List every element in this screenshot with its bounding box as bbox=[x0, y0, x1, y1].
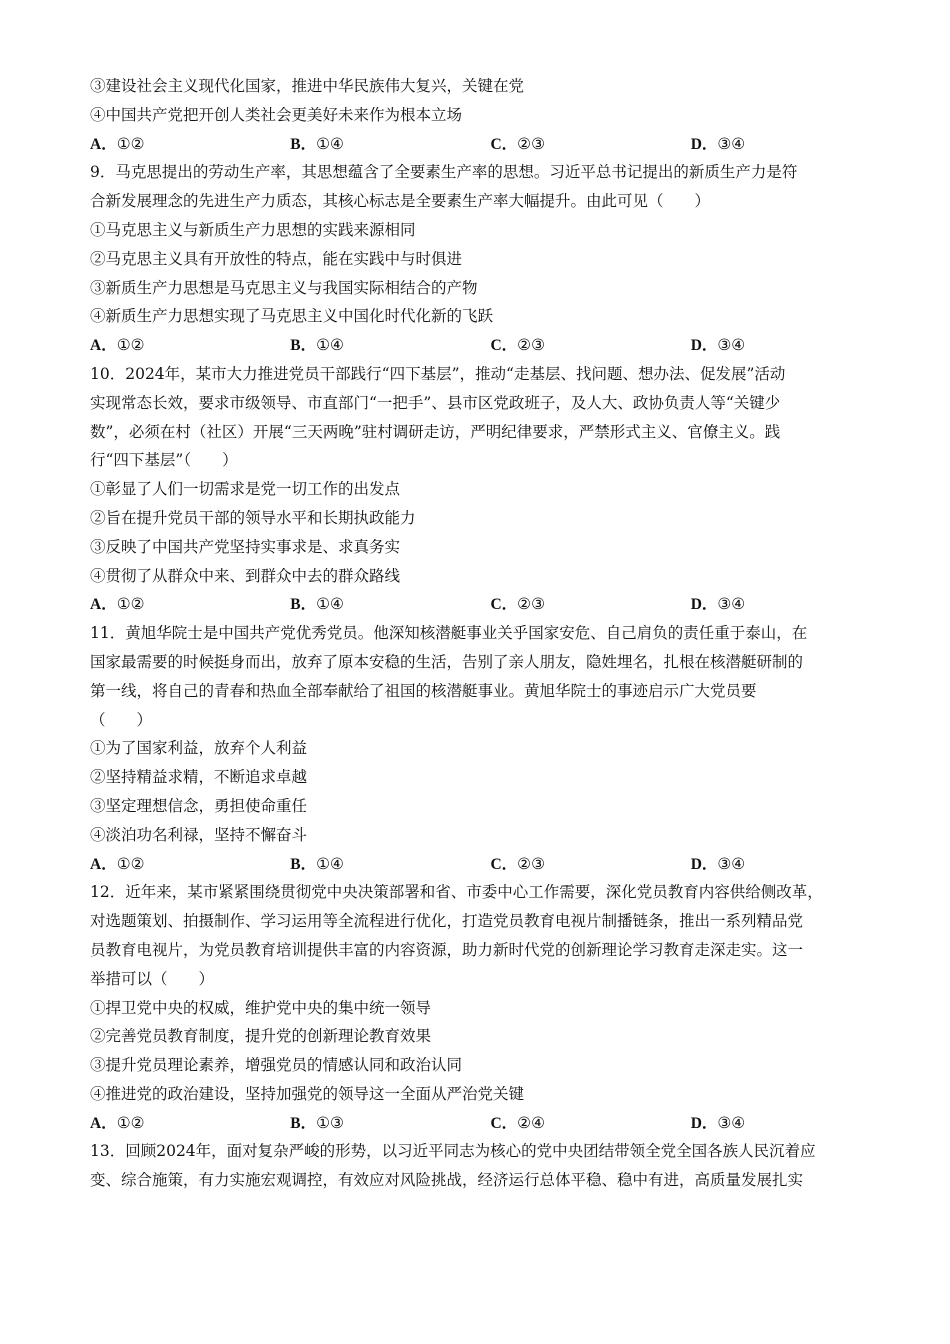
question-8-tail bbox=[90, 72, 870, 158]
q11-item-2: ②坚持精益求精，不断追求卓越 bbox=[90, 768, 308, 787]
q9-options bbox=[90, 331, 870, 360]
q9-stem-line-1: 9．马克思提出的劳动生产率，其思想蕴含了全要素生产率的思想。习近平总书记提出的新质生产力是符 bbox=[90, 163, 798, 182]
q10-item-3: ③反映了中国共产党坚持实事求是、求真务实 bbox=[90, 537, 401, 556]
q10-item-2: ②旨在提升党员干部的领导水平和长期执政能力 bbox=[90, 508, 416, 527]
q12-options bbox=[90, 1109, 870, 1138]
q11-option-d[interactable]: D．③④ bbox=[690, 854, 746, 873]
q8-option-c[interactable]: C．②③ bbox=[490, 134, 545, 153]
q10-option-c[interactable]: C．②③ bbox=[490, 595, 545, 614]
q8-option-d[interactable]: D．③④ bbox=[690, 134, 746, 153]
q11-option-b[interactable]: B．①④ bbox=[290, 854, 344, 873]
q9-item-3: ③新质生产力思想是马克思主义与我国实际相结合的产物 bbox=[90, 278, 478, 297]
q10-item-4: ④贯彻了从群众中来、到群众中去的群众路线 bbox=[90, 566, 401, 585]
q12-stem-line-3: 员教育电视片，为党员教育培训提供丰富的内容资源，助力新时代党的创新理论学习教育走深走实。这一 bbox=[90, 940, 804, 959]
q10-item-1: ①彰显了人们一切需求是党一切工作的出发点 bbox=[90, 480, 401, 499]
q10-option-a[interactable]: A．①② bbox=[90, 595, 145, 614]
q9-option-d[interactable]: D．③④ bbox=[690, 336, 746, 355]
q11-stem-line-1: 11．黄旭华院士是中国共产党优秀党员。他深知核潜艇事业关乎国家安危、自己肩负的责任重于泰山，在 bbox=[90, 624, 808, 643]
q10-options bbox=[90, 590, 870, 619]
q10-stem-line-1: 10．2024年，某市大力推进党员干部践行“四下基层”，推动“走基层、找问题、想办法、促发展”活动 bbox=[90, 364, 786, 383]
q12-option-a[interactable]: A．①② bbox=[90, 1113, 145, 1132]
q12-stem-line-2: 对选题策划、拍摄制作、学习运用等全流程进行优化，打造党员教育电视片制播链条，推出一系列精品党 bbox=[90, 912, 804, 931]
q11-options bbox=[90, 850, 870, 879]
question-12 bbox=[90, 878, 870, 1137]
q9-option-c[interactable]: C．②③ bbox=[490, 336, 545, 355]
q11-item-3: ③坚定理想信念，勇担使命重任 bbox=[90, 796, 308, 815]
q11-item-1: ①为了国家利益，放弃个人利益 bbox=[90, 739, 308, 758]
question-11 bbox=[90, 619, 870, 878]
q12-item-1: ①捍卫党中央的权威，维护党中央的集中统一领导 bbox=[90, 998, 432, 1017]
q10-option-d[interactable]: D．③④ bbox=[690, 595, 746, 614]
q13-stem-line-2: 变、综合施策，有力实施宏观调控，有效应对风险挑战，经济运行总体平稳、稳中有进，高质量发展扎实 bbox=[90, 1171, 804, 1190]
q13-stem-line-1: 13．回顾2024年，面对复杂严峻的形势，以习近平同志为核心的党中央团结带领全党全国各族人民沉着应 bbox=[90, 1142, 816, 1161]
q10-stem-line-3: 数”，必须在村（社区）开展“三天两晚”驻村调研走访，严明纪律要求，严禁形式主义、官僚主义。践 bbox=[90, 422, 781, 441]
q12-option-b[interactable]: B．①③ bbox=[290, 1113, 344, 1132]
q9-item-2: ②马克思主义具有开放性的特点，能在实践中与时俱进 bbox=[90, 249, 463, 268]
q12-stem-line-1: 12．近年来，某市紧紧围绕贯彻党中央决策部署和省、市委中心工作需要，深化党员教育内容供给侧改革， bbox=[90, 883, 823, 902]
q8-options bbox=[90, 130, 870, 159]
q12-item-4: ④推进党的政治建设，坚持加强党的领导这一全面从严治党关键 bbox=[90, 1084, 525, 1103]
q11-option-c[interactable]: C．②③ bbox=[490, 854, 545, 873]
q9-item-4: ④新质生产力思想实现了马克思主义中国化时代化新的飞跃 bbox=[90, 307, 494, 326]
q8-item-4: ④中国共产党把开创人类社会更美好未来作为根本立场 bbox=[90, 105, 463, 124]
q10-stem-line-2: 实现常态长效，要求市级领导、市直部门“一把手”、县市区党政班子，及人大、政协负责人等“关键少 bbox=[90, 393, 781, 412]
q9-option-b[interactable]: B．①④ bbox=[290, 336, 344, 355]
q11-option-a[interactable]: A．①② bbox=[90, 854, 145, 873]
question-9 bbox=[90, 158, 870, 360]
q8-item-3: ③建设社会主义现代化国家，推进中华民族伟大复兴，关键在党 bbox=[90, 77, 525, 95]
q9-item-1: ①马克思主义与新质生产力思想的实践来源相同 bbox=[90, 220, 416, 239]
q11-stem-line-4: （ ） bbox=[90, 710, 153, 729]
question-10 bbox=[90, 360, 870, 619]
q10-option-b[interactable]: B．①④ bbox=[290, 595, 344, 614]
q11-item-4: ④淡泊功名利禄，坚持不懈奋斗 bbox=[90, 825, 308, 844]
q12-stem-line-4: 举措可以（ ） bbox=[90, 969, 215, 988]
q8-option-a[interactable]: A．①② bbox=[90, 134, 145, 153]
q12-option-d[interactable]: D．③④ bbox=[690, 1113, 746, 1132]
q10-stem-line-4: 行“四下基层”（ ） bbox=[90, 451, 238, 470]
q12-item-2: ②完善党员教育制度，提升党的创新理论教育效果 bbox=[90, 1027, 432, 1046]
q9-option-a[interactable]: A．①② bbox=[90, 336, 145, 355]
q11-stem-line-3: 第一线，将自己的青春和热血全部奉献给了祖国的核潜艇事业。黄旭华院士的事迹启示广大党员要 bbox=[90, 681, 757, 700]
q9-stem-line-2: 合新发展理念的先进生产力质态，其核心标志是全要素生产率大幅提升。由此可见（ ） bbox=[90, 192, 711, 211]
question-13 bbox=[90, 1137, 870, 1195]
q12-item-3: ③提升党员理论素养，增强党员的情感认同和政治认同 bbox=[90, 1056, 463, 1075]
q11-stem-line-2: 国家最需要的时候挺身而出，放弃了原本安稳的生活，告别了亲人朋友，隐姓埋名，扎根在核潜艇研制的 bbox=[90, 652, 804, 671]
q12-option-c[interactable]: C．②④ bbox=[490, 1113, 545, 1132]
q8-option-b[interactable]: B．①④ bbox=[290, 134, 344, 153]
